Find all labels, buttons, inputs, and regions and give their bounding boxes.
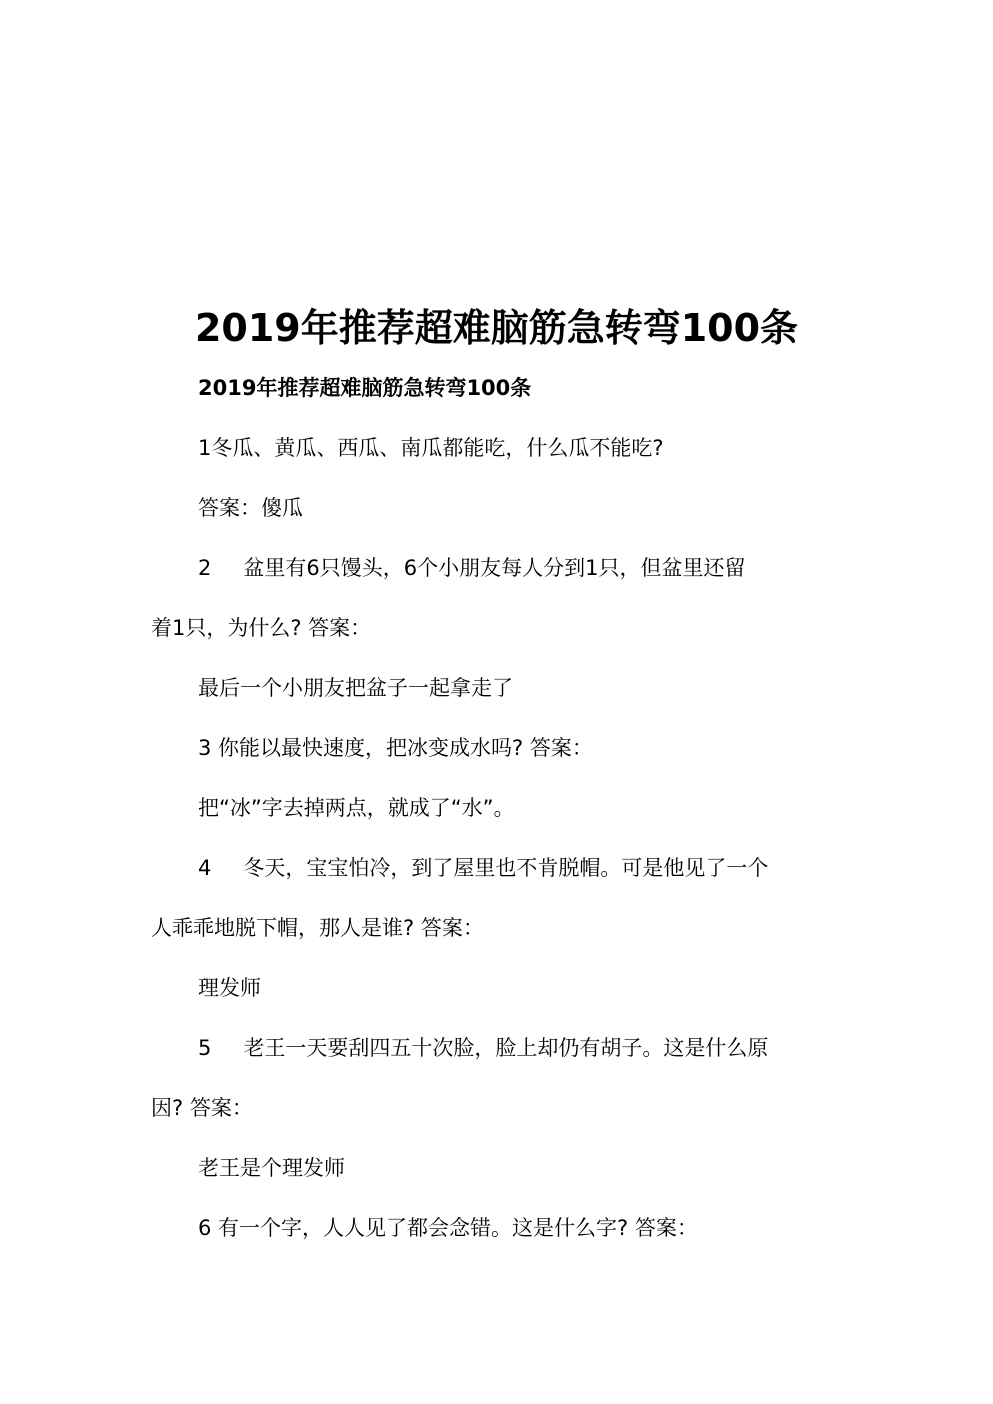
- question-5-number: 5: [198, 1036, 212, 1060]
- question-5-line-2: 因? 答案：: [151, 1096, 253, 1120]
- question-4-line-2: 人乖乖地脱下帽，那人是谁? 答案：: [151, 916, 484, 940]
- page-title: 2019年推荐超难脑筋急转弯100条: [194, 306, 799, 350]
- question-4-text: 冬天，宝宝怕冷，到了屋里也不肯脱帽。可是他见了一个: [243, 856, 769, 880]
- question-2-text: 盆里有6只馒头，6个小朋友每人分到1只，但盆里还留: [243, 556, 746, 580]
- subtitle: 2019年推荐超难脑筋急转弯100条: [198, 376, 532, 400]
- question-4-number: 4: [198, 856, 212, 880]
- answer-5: 老王是个理发师: [198, 1156, 345, 1180]
- question-6: 6 有一个字，人人见了都会念错。这是什么字? 答案：: [198, 1216, 698, 1240]
- question-3: 3 你能以最快速度，把冰变成水吗? 答案：: [198, 736, 593, 760]
- question-5-line-1: [198, 1033, 768, 1063]
- answer-3: 把“冰”字去掉两点，就成了“水”。: [198, 796, 515, 820]
- answer-4: 理发师: [198, 976, 261, 1000]
- question-2-line-2: 着1只，为什么? 答案：: [151, 616, 372, 640]
- answer-2: 最后一个小朋友把盆子一起拿走了: [198, 676, 513, 700]
- question-2-line-1: [198, 553, 745, 583]
- question-5-text: 老王一天要刮四五十次脸，脸上却仍有胡子。这是什么原: [243, 1036, 769, 1060]
- question-1: 1冬瓜、黄瓜、西瓜、南瓜都能吃，什么瓜不能吃?: [198, 436, 664, 460]
- question-4-line-1: [198, 853, 768, 883]
- question-2-number: 2: [198, 556, 212, 580]
- answer-1: 答案：傻瓜: [198, 496, 303, 520]
